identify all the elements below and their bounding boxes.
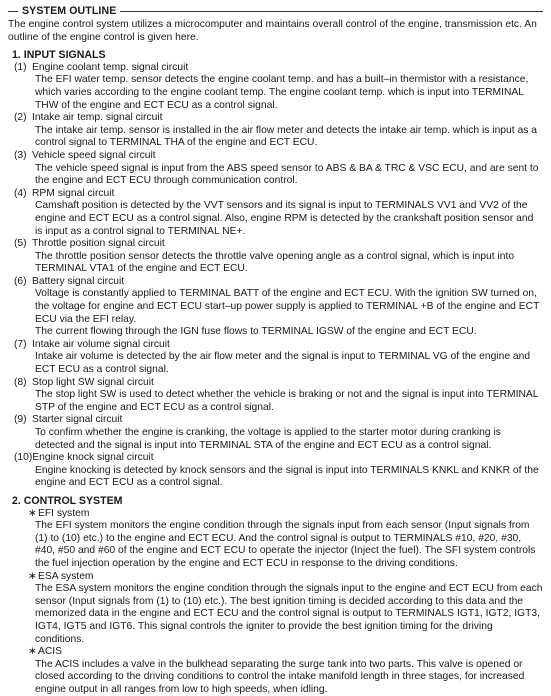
description-paragraph: Voltage is constantly applied to TERMINAL BATT of the engine and ECT ECU. With the ignition SW turned on, the voltage for engine and ECT ECU start–up power supply is applied to TERMINAL +B of the engine and ECT ECU via the EFI relay. <box>35 288 540 325</box>
item-title-text: Engine knock signal circuit <box>32 452 154 464</box>
item-number: (5) <box>14 238 27 250</box>
item-title-text: Stop light SW signal circuit <box>32 376 154 388</box>
bullet-icon: ∗ <box>28 570 37 582</box>
system-outline-title: SYSTEM OUTLINE <box>22 4 117 17</box>
item-title-text: RPM signal circuit <box>32 187 115 199</box>
item-number: (7) <box>14 338 27 350</box>
item-title-text: Battery signal circuit <box>32 275 125 287</box>
document-page <box>0 3 551 695</box>
item-title-text: Intake air temp. signal circuit <box>32 112 163 124</box>
control-system-description: The ESA system monitors the engine condition through the signals input to the engine and ECT ECU from each sensor (Input signals from (1) to (10) etc.). The best ignition timing is decided according to this data and the memorized data in the engine and ECT ECU and the control signal is output to TERMINALS IGT1, IGT2, IGT3, IGT4, IGT5 and IGT6. This signal controls the igniter to provide the best ignition timing for the driving conditions. <box>35 583 543 645</box>
description-paragraph: The vehicle speed signal is input from the ABS speed sensor to ABS & BA & TRC & VSC ECU, and are sent to the engine and ECT ECU through communication control. <box>35 162 539 187</box>
input-signal-item <box>8 150 543 188</box>
control-system-description: The EFI system monitors the engine condition through the signals input from each sensor (Input signals from (1) to (10) etc.) to the engine and ECT ECU. And the control signal is output to TERMINALS #10, #20, #30, #40, #50 and #60 of the engine and ECT ECU to operate the injector (Inject the fuel). The SFI system controls the fuel injection operation by the engine and ECT ECU in response to the driving conditions. <box>35 520 536 569</box>
control-system-item <box>8 571 543 647</box>
outline-intro: The engine control system utilizes a microcomputer and maintains overall control of the engine, transmission etc. An outline of the engine control is given here. <box>8 19 537 43</box>
control-system-title <box>28 571 543 584</box>
signal-circuit-title <box>14 188 543 201</box>
description-paragraph: Engine knocking is detected by knock sensors and the signal is input into TERMINALS KNKL and KNKR of the engine and ECT ECU as a control signal. <box>35 464 539 489</box>
signal-circuit-description <box>35 251 543 276</box>
description-paragraph: Camshaft position is detected by the VVT sensors and its signal is input to TERMINALS VV1 and VV2 of the engine and ECT ECU as a control signal. Also, engine RPM is detected by the crankshaft position sensor and is input as a control signal to TERMINAL NE+. <box>35 200 534 237</box>
header-rule-right <box>120 11 543 12</box>
control-system-title <box>28 508 543 521</box>
input-signal-item <box>8 452 543 490</box>
description-paragraph: The EFI water temp. sensor detects the engine coolant temp. and has a built–in thermistor with a resistance, which varies according to the engine coolant temp. The engine coolant temp. which is input into TERMINAL THW of the engine and ECT ECU as a control signal. <box>35 74 529 111</box>
item-title-text: Vehicle speed signal circuit <box>32 149 156 161</box>
signal-circuit-description <box>35 351 543 376</box>
input-signals-heading: 1. INPUT SIGNALS <box>12 49 106 62</box>
signal-circuit-description <box>35 163 543 188</box>
description-paragraph: To confirm whether the engine is cranking, the voltage is applied to the starter motor during cranking is detected and the signal is input into TERMINAL STA of the engine and ECT ECU as a control signal. <box>35 427 501 451</box>
control-system-list <box>8 508 543 696</box>
signal-circuit-description <box>35 74 543 112</box>
signal-circuit-title <box>14 238 543 251</box>
item-title-text: Starter signal circuit <box>32 414 123 426</box>
input-signal-item <box>8 276 543 339</box>
control-system-heading: 2. CONTROL SYSTEM <box>12 494 123 507</box>
control-title-text: EFI system <box>38 507 90 519</box>
control-system-item <box>8 508 543 571</box>
signal-circuit-title <box>14 112 543 125</box>
header-rule-left <box>8 11 18 12</box>
input-signal-item <box>8 188 543 238</box>
item-title-text: Engine coolant temp. signal circuit <box>32 61 189 73</box>
bullet-icon: ∗ <box>28 507 37 519</box>
item-number: (3) <box>14 149 27 161</box>
control-title-text: ESA system <box>38 570 94 582</box>
section-header <box>8 3 543 19</box>
control-system-description: The ACIS includes a valve in the bulkhead separating the surge tank into two parts. This valve is opened or closed according to the driving conditions to control the intake manifold length in three stages, for increased engine output in all ranges from low to high speeds, when idling. <box>35 658 525 695</box>
item-number: (1) <box>14 61 27 73</box>
item-title-text: Intake air volume signal circuit <box>32 338 170 350</box>
description-paragraph: The stop light SW is used to detect whether the vehicle is braking or not and the signal is input into TERMINAL STP of the engine and ECT ECU as a control signal. <box>35 389 539 413</box>
control-system-title <box>28 646 543 659</box>
signal-circuit-title <box>14 377 543 390</box>
signal-circuit-description <box>35 288 543 338</box>
control-title-text: ACIS <box>38 646 63 658</box>
description-paragraph: The intake air temp. sensor is installed in the air flow meter and detects the intake air temp. which is input as a control signal to TERMINAL THA of the engine and ECT ECU. <box>35 124 537 149</box>
input-signal-item <box>8 377 543 415</box>
description-paragraph: The current flowing through the IGN fuse flows to TERMINAL IGSW of the engine and ECT ECU. <box>35 326 477 338</box>
signal-circuit-title <box>14 339 543 352</box>
input-signals-list <box>8 62 543 490</box>
description-paragraph: The throttle position sensor detects the throttle valve opening angle as a control signal, which is input into TERMINAL VTA1 of the engine and ECT ECU. <box>35 250 515 275</box>
input-signal-item <box>8 62 543 112</box>
signal-circuit-title <box>14 414 543 427</box>
input-signal-item <box>8 414 543 452</box>
signal-circuit-description <box>35 125 543 150</box>
signal-circuit-title <box>14 276 543 289</box>
signal-circuit-description <box>35 465 543 490</box>
item-number: (6) <box>14 275 27 287</box>
item-title-text: Throttle position signal circuit <box>32 238 165 250</box>
signal-circuit-description <box>35 427 543 452</box>
bullet-icon: ∗ <box>28 646 37 658</box>
item-number: (8) <box>14 376 27 388</box>
signal-circuit-title <box>14 62 543 75</box>
signal-circuit-description <box>35 200 543 238</box>
item-number: (4) <box>14 187 27 199</box>
signal-circuit-title <box>14 150 543 163</box>
control-system-item <box>8 646 543 696</box>
item-number: (2) <box>14 112 27 124</box>
input-signal-item <box>8 238 543 276</box>
signal-circuit-title <box>14 452 543 465</box>
input-signal-item <box>8 339 543 377</box>
item-number: (9) <box>14 414 27 426</box>
input-signal-item <box>8 112 543 150</box>
description-paragraph: Intake air volume is detected by the air flow meter and the signal is input to TERMINAL VG of the engine and ECT ECU as a control signal. <box>35 351 531 376</box>
signal-circuit-description <box>35 389 543 414</box>
item-number: (10) <box>14 452 33 464</box>
